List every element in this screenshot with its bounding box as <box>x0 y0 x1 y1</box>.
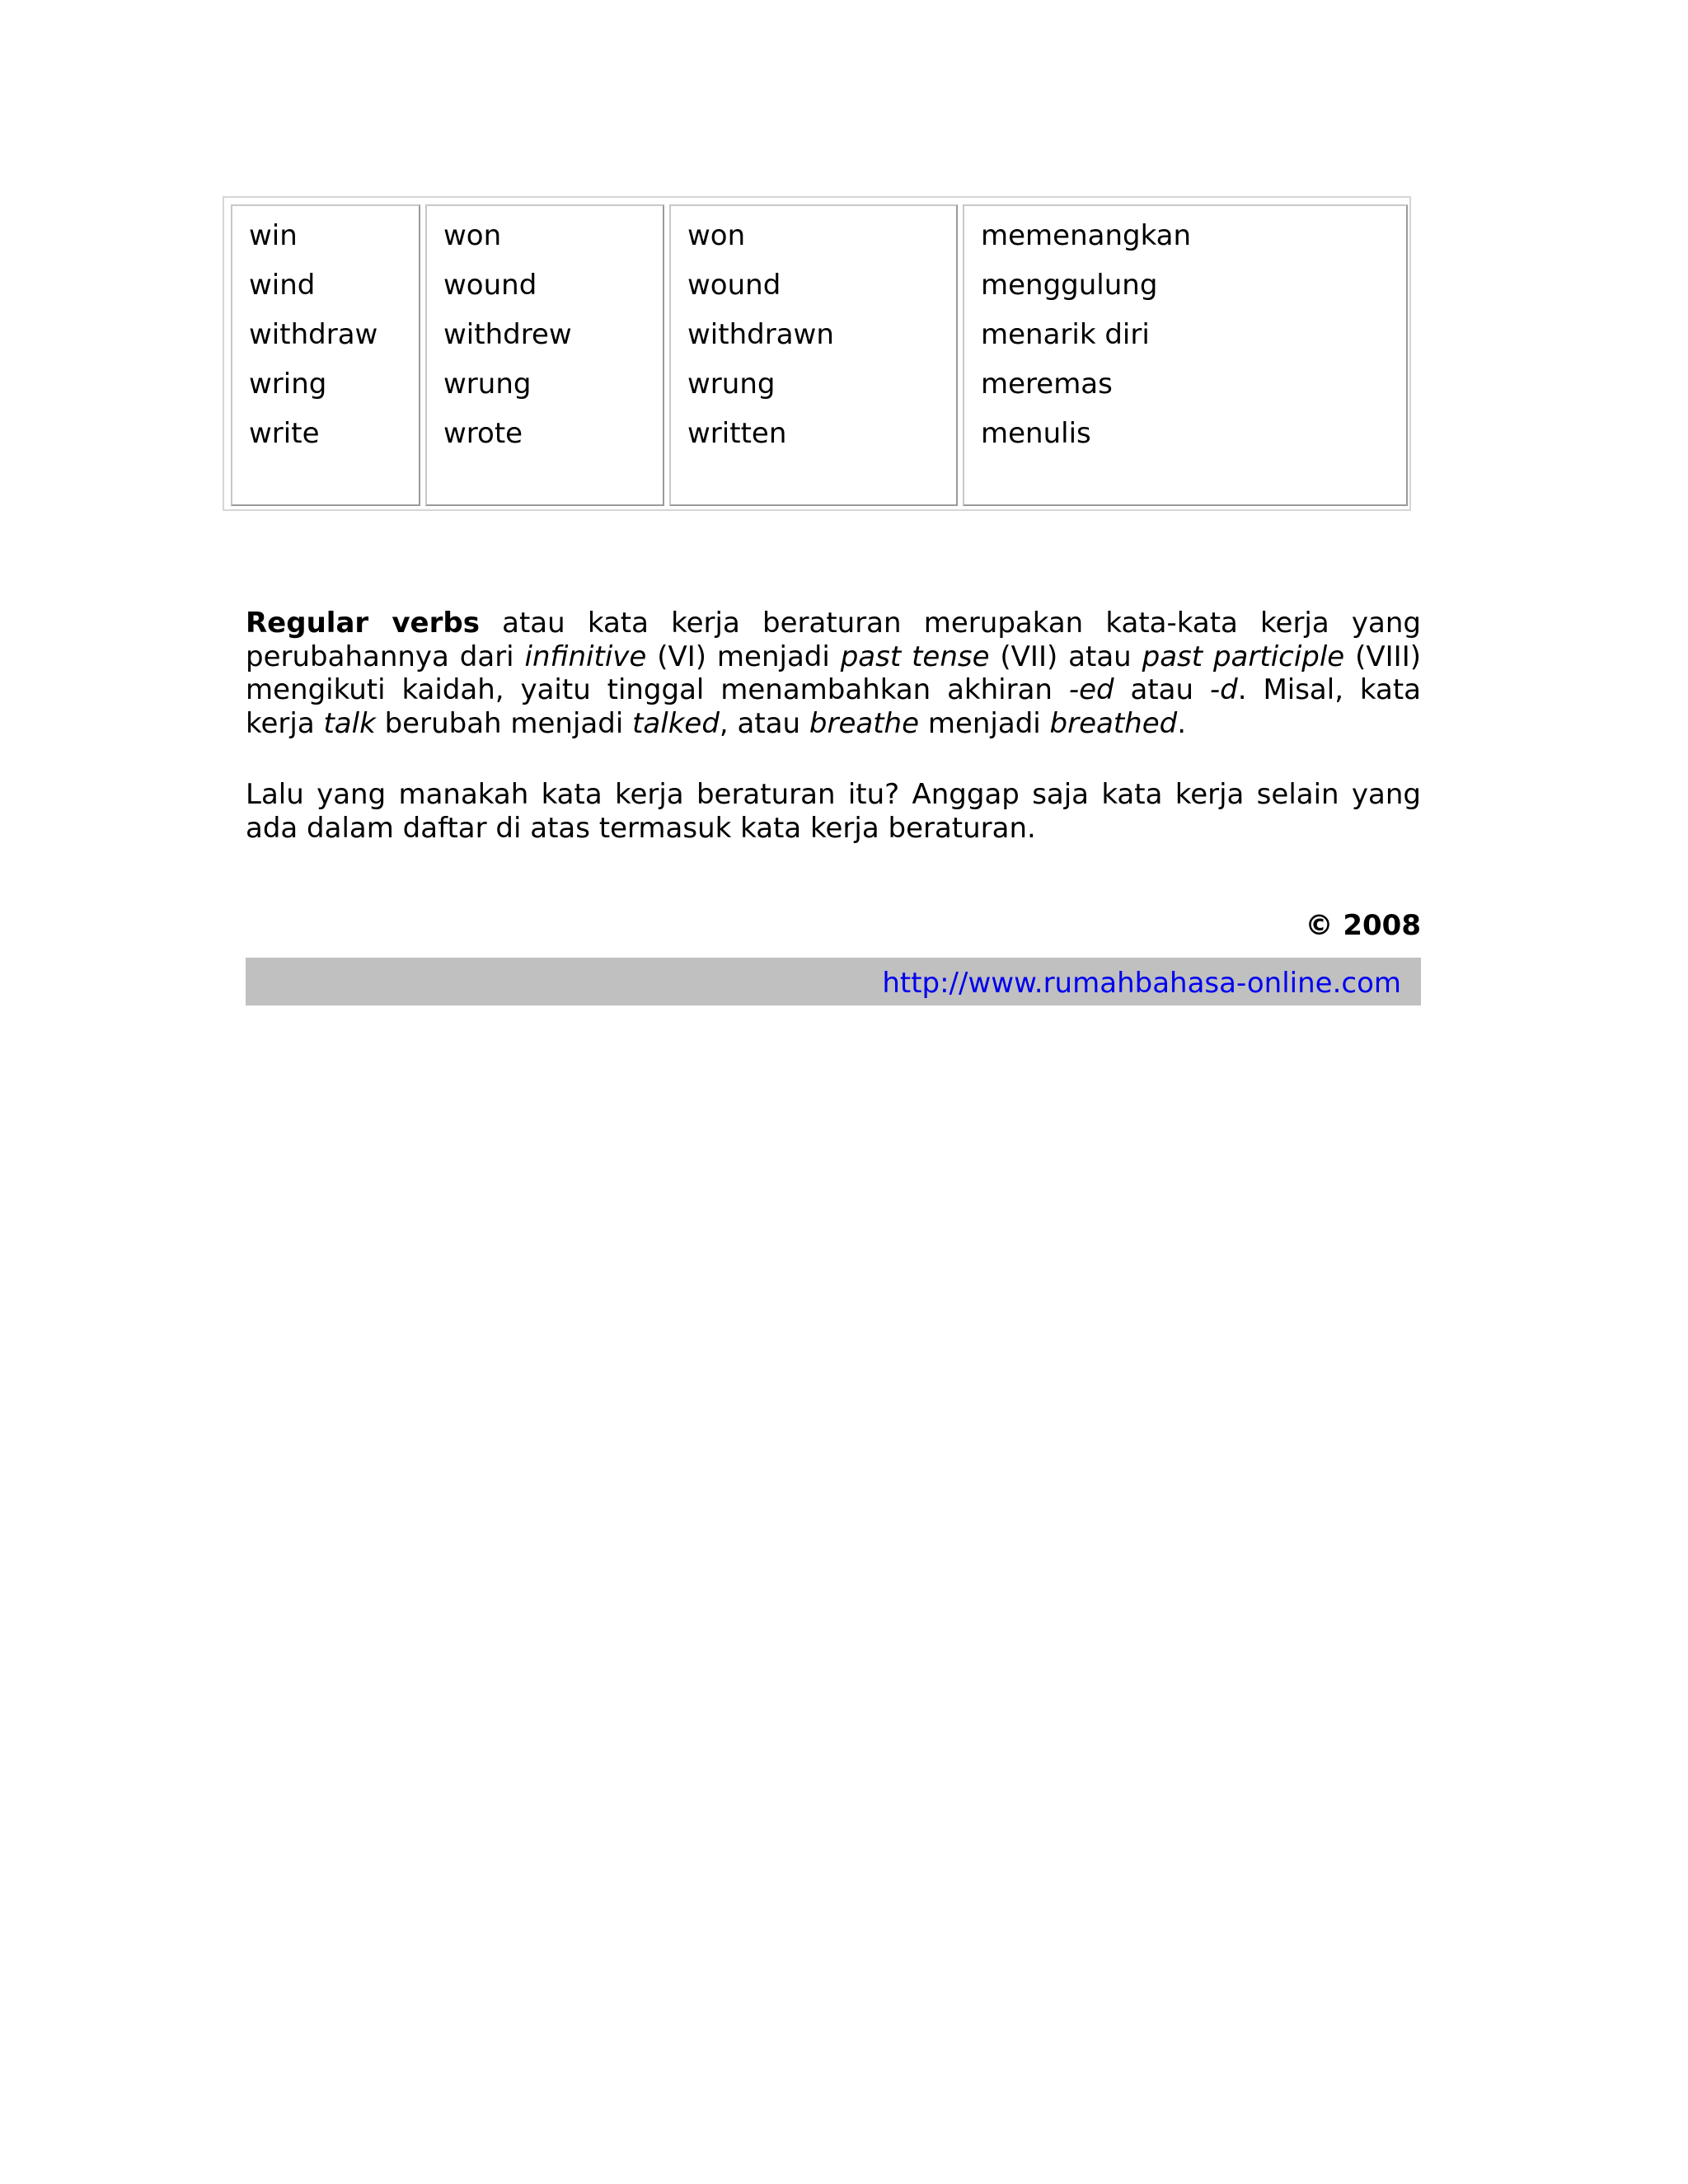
verb-cell: menulis <box>981 417 1091 450</box>
regular-verbs-term: Regular verbs <box>246 607 480 640</box>
text-run: . Misal, kata kerja <box>246 673 1421 740</box>
verb-cell: won <box>443 219 502 252</box>
verb-cell: wind <box>249 269 316 302</box>
verb-cell: wrung <box>443 368 532 401</box>
verb-cell: won <box>687 219 746 252</box>
past-tense-column <box>425 204 664 506</box>
verb-cell: wound <box>687 269 781 302</box>
verb-cell: written <box>687 417 787 450</box>
text-run: (VI) menjadi <box>646 640 841 673</box>
closing-paragraph: Lalu yang manakah kata kerja beraturan itu? Anggap saja kata kerja selain yang ada dalam daftar di atas termasuk kata kerja beraturan. <box>246 778 1421 845</box>
italic-term: talked <box>632 706 720 740</box>
italic-term: infinitive <box>524 640 647 673</box>
italic-term: breathe <box>809 706 920 740</box>
verb-cell: win <box>249 219 298 252</box>
italic-term: breathed <box>1049 706 1178 740</box>
copyright: © 2008 <box>1305 909 1421 942</box>
verb-cell: menarik diri <box>981 318 1150 351</box>
verb-cell: wrung <box>687 368 776 401</box>
verb-cell: meremas <box>981 368 1113 401</box>
regular-verbs-paragraph <box>246 607 1421 740</box>
past-participle-column <box>669 204 958 506</box>
verb-cell: withdrawn <box>687 318 834 351</box>
verb-cell: wrote <box>443 417 523 450</box>
website-link[interactable]: http://www.rumahbahasa-online.com <box>882 967 1401 1000</box>
text-run: menjadi <box>919 706 1050 740</box>
translation-column <box>963 204 1408 506</box>
verb-cell: withdraw <box>249 318 378 351</box>
italic-term: -ed <box>1068 673 1114 706</box>
text-run: , atau <box>719 706 809 740</box>
italic-term: -d <box>1209 673 1238 706</box>
verb-cell: wring <box>249 368 327 401</box>
text-run: . <box>1177 706 1187 740</box>
verb-cell: memenangkan <box>981 219 1192 252</box>
text-run: atau <box>1114 673 1210 706</box>
text-run: berubah menjadi <box>375 706 633 740</box>
text-run: atau kata kerja beraturan merupakan kata-kata kerja yang perubahannya dari <box>246 607 1421 673</box>
italic-term: past participle <box>1142 640 1345 673</box>
text-run: (VIII) mengikuti kaidah, yaitu tinggal menambahkan akhiran <box>246 640 1422 706</box>
infinitive-column <box>231 204 420 506</box>
verb-cell: menggulung <box>981 269 1158 302</box>
text-run: (VII) atau <box>989 640 1142 673</box>
verb-cell: wound <box>443 269 537 302</box>
italic-term: past tense <box>840 640 990 673</box>
verb-table <box>223 196 1411 511</box>
verb-cell: withdrew <box>443 318 572 351</box>
footer-bar <box>246 958 1421 1005</box>
italic-term: talk <box>323 706 376 740</box>
verb-cell: write <box>249 417 320 450</box>
